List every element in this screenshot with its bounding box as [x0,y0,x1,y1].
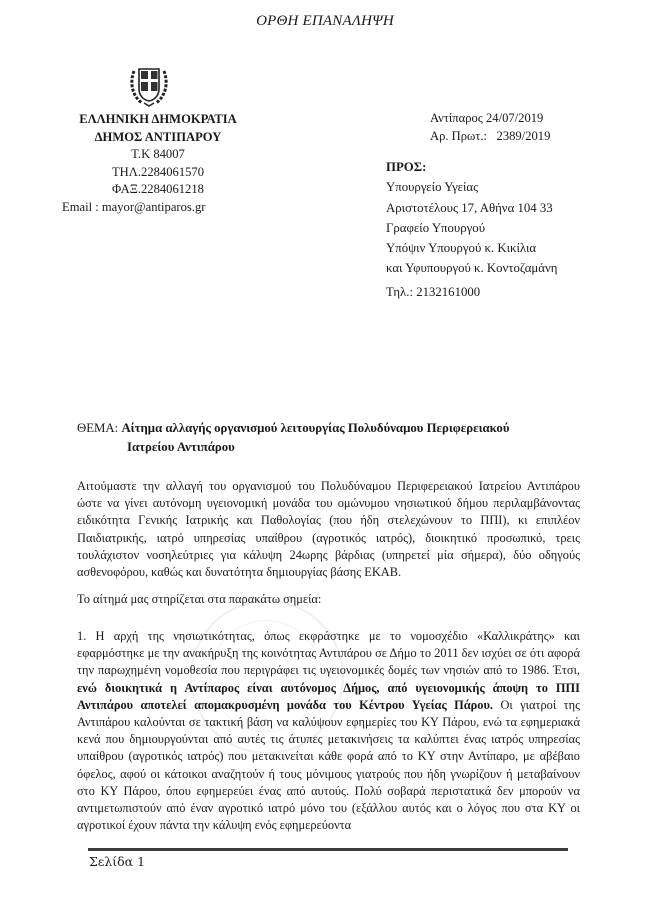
recipient-line: Υπουργείο Υγείας [386,180,479,195]
document-date: Αντίπαρος 24/07/2019 [430,111,544,125]
subject-line-1: Αίτημα αλλαγής οργανισμού λειτουργίας Πολυδύναμου Περιφερειακού [121,421,510,435]
recipient-block [386,157,557,279]
page-number: Σελίδα 1 [89,854,146,869]
recipient-label: ΠΡΟΣ: [386,160,427,174]
subject-block [77,419,577,457]
sender-municipality: ΔΗΜΟΣ ΑΝΤΙΠΑΡΟΥ [94,129,222,144]
point-1-bold-text: ενώ διοικητικά η Αντίπαρος είναι αυτόνομος Δήμος, από υγειονομικής άποψη το ΠΠΙ Αντιπάρου αποτελεί απομακρυσμένη μονάδα του Κέντρου Υγείας Πάρου. [77,680,580,712]
request-paragraph: Αιτούμαστε την αλλαγή του οργανισμού του Πολυδύναμου Περιφερειακού Ιατρείου Αντιπάρου ώστε να γίνει αυτόνομη υγειονομική μονάδα του ομώνυμου νησιωτικού δήμου περιλαμβάνοντας ειδικότητα Γενικής Ιατρικής και Παθολογίας (που ήδη στελεχώνουν το ΠΠΙ), κι επιπλέον Παιδιατρικής, ιατρό υπηρεσίας υπαίθρου (αγροτικός ιατρός), διοικητικό προσωπικό, τρεις τουλάχιστον νοσηλεύτριες για κάλυψη 24ωρης βάρδιας (υπηρετεί μία σήμερα), δύο οδηγούς ασθενοφόρου, καθώς και δυνατότητα δημιουργίας βάσης ΕΚΑΒ. [77,479,580,580]
point-1-text-b: Οι γιατροί της Αντιπάρου καλούνται σε τακτική βάση να καλύψουν εφημερίες του ΚΥ Πάρου, ενώ τα εφημεριακά κενά που δημιουργούνται από αυτές τις άτυπες μετακινήσεις τα καλύπτει ένας ιατρός υπηρεσίας υπαίθρου (αγροτικός ιατρός) που μετακινείται κάθε φορά από το ΚΥ στην Αντίπαρο, με αβέβαιο όφελος, αφού οι κάτοικοι αναζητούν ή τους μόνιμους γιατρούς που ήδη γνωρίζουν ή μεταβαίνουν στο ΚΥ Πάρου, όπου εφημερεύει ένας από αυτούς. Πολύ σοβαρά περιστατικά δεν μπορούν να αντιμετωπιστούν από έναν αγροτικό ιατρό μόνο του (εξάλλου αυτός και ο λόγος που στα ΚΥ οι αγροτικοί έχουν πάντα την κάλυψη ενός εφημερεύοντα [77,697,581,833]
point-1-paragraph [77,628,580,834]
subject-line-2: Ιατρείου Αντιπάρου [127,440,235,454]
greek-state-emblem-icon [128,63,170,107]
sender-fax: ΦΑΞ.2284061218 [112,182,204,197]
sender-country: ΕΛΛΗΝΙΚΗ ΔΗΜΟΚΡΑΤΙΑ [79,112,237,126]
supporting-points-intro: Το αίτημά μας στηρίζεται στα παρακάτω σημεία: [77,592,322,606]
protocol-label: Αρ. Πρωτ.: [430,128,488,143]
sender-block [60,111,256,217]
document-title: ΟΡΘΗ ΕΠΑΝΑΛΗΨΗ [256,13,394,29]
recipient-phone: Τηλ.: 2132161000 [386,285,481,299]
date-protocol-block [430,110,550,145]
protocol-number: 2389/2019 [496,128,551,143]
sender-postal-code: Τ.Κ 84007 [131,147,185,162]
protocol-line [430,128,550,146]
footer-divider [88,848,568,851]
sender-email: Email : mayor@antiparos.gr [62,199,206,214]
recipient-line: Υπόψιν Υπουργού κ. Κικίλια [386,241,537,256]
recipient-line: Γραφείο Υπουργού [386,220,486,235]
sender-phone: ΤΗΛ.2284061570 [111,164,205,179]
point-1-text-a: 1. Η αρχή της νησιωτικότητας, όπως εκφράστηκε με το νομοσχέδιο «Καλλικράτης» και εφαρμόστηκε με την ανακήρυξη της κοινότητας Αντιπάρου σε Δήμο το 2011 δεν ισχύει σε ότι αφορά την παρωχημένη νομοθεσία που περιγράφει τις υγειονομικές δομές των νησιών από το 1986. Έτσι, [77,629,580,678]
recipient-line: Αριστοτέλους 17, Αθήνα 104 33 [386,200,553,215]
recipient-line: και Υφυπουργού κ. Κοντοζαμάνη [386,261,558,276]
subject-label: ΘΕΜΑ: [77,421,119,435]
